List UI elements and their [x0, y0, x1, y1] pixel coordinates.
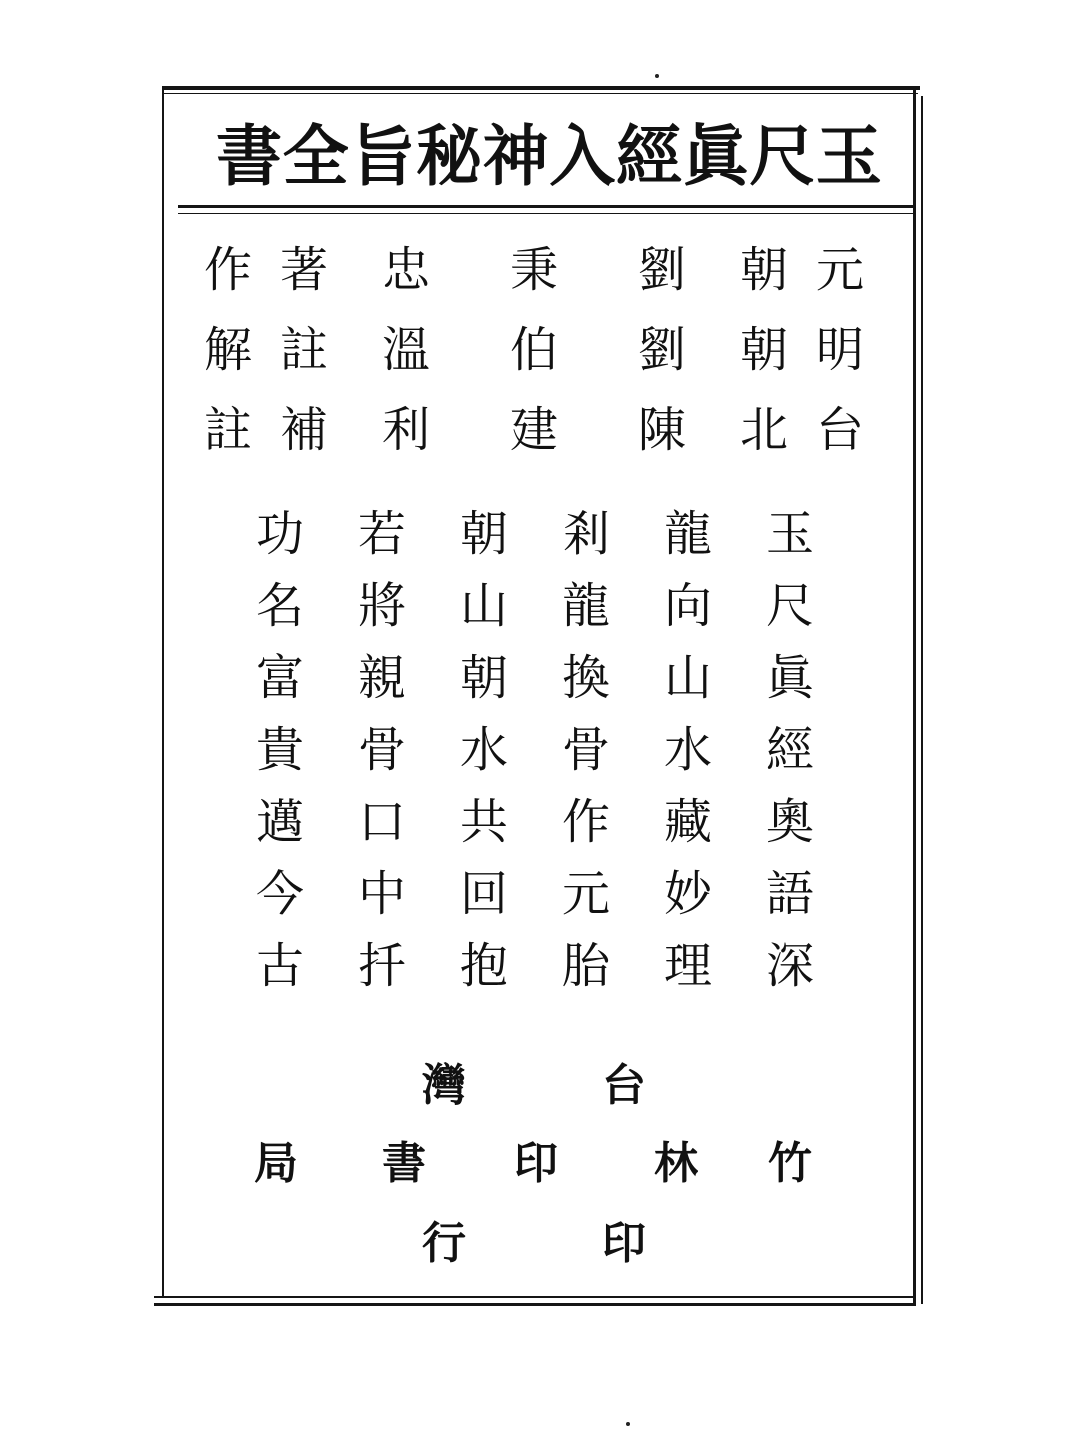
poem-char: 朝	[459, 650, 508, 706]
poem-char: 龍	[663, 506, 712, 562]
poem-char: 藏	[663, 794, 712, 850]
poem-char: 剎	[561, 506, 610, 562]
poem-char: 邁	[255, 794, 304, 850]
publisher-char: 局	[254, 1138, 298, 1189]
title-char: 全	[282, 117, 349, 195]
credit-char: 溫	[381, 322, 430, 378]
poem-char: 語	[765, 866, 814, 922]
publisher-char: 印	[602, 1218, 646, 1269]
credit-char: 解	[203, 322, 252, 378]
title-char: 神	[482, 117, 549, 195]
credit-char: 北	[739, 402, 788, 458]
credit-char: 朝	[739, 322, 788, 378]
poem-char: 口	[357, 794, 406, 850]
poem-char: 名	[255, 578, 304, 634]
credit-char: 元	[815, 242, 864, 298]
poem-char: 今	[255, 866, 304, 922]
publisher-char: 書	[382, 1138, 426, 1189]
poem-row	[250, 504, 830, 564]
credit-char: 台	[815, 402, 864, 458]
poem-char: 回	[459, 866, 508, 922]
poem-char: 妙	[663, 866, 712, 922]
frame-left-rule	[162, 86, 164, 1298]
poem-char: 水	[663, 722, 712, 778]
title-char: 玉	[815, 117, 882, 195]
publisher-char: 台	[602, 1060, 646, 1111]
title-char: 書	[216, 117, 282, 195]
poem-char: 若	[357, 506, 406, 562]
frame-right-rule	[913, 88, 916, 1303]
publisher-char: 行	[422, 1218, 466, 1269]
poem-char: 骨	[357, 722, 406, 778]
poem-char: 元	[561, 866, 610, 922]
poem-char: 胎	[561, 938, 610, 994]
poem-char: 眞	[765, 650, 814, 706]
poem-char: 富	[255, 650, 304, 706]
poem-char: 作	[561, 794, 610, 850]
title-divider-thick	[178, 205, 914, 208]
poem-char: 換	[561, 650, 610, 706]
poem-char: 朝	[459, 506, 508, 562]
poem-char: 功	[255, 506, 304, 562]
poem-char: 玉	[765, 506, 814, 562]
print-speck	[655, 74, 659, 78]
poem-row	[250, 648, 830, 708]
poem-char: 向	[663, 578, 712, 634]
frame-bottom-rule-thick	[154, 1303, 916, 1306]
poem-char: 共	[459, 794, 508, 850]
poem-char: 古	[255, 938, 304, 994]
publisher-char: 灣	[422, 1060, 466, 1111]
poem-char: 奧	[765, 794, 814, 850]
poem-char: 扦	[357, 938, 406, 994]
poem-row	[250, 936, 830, 996]
poem-char: 水	[459, 722, 508, 778]
poem-char: 理	[663, 938, 712, 994]
book-title	[216, 116, 882, 196]
credit-row-author	[200, 240, 880, 300]
publisher-line-printing	[414, 1214, 674, 1274]
publisher-char: 竹	[768, 1138, 812, 1189]
title-char: 眞	[682, 117, 749, 195]
credit-char: 伯	[509, 322, 558, 378]
credit-char: 建	[509, 402, 558, 458]
poem-char: 深	[765, 938, 814, 994]
poem-char: 中	[357, 866, 406, 922]
credit-row-annotator	[200, 320, 880, 380]
credit-char: 朝	[739, 242, 788, 298]
credit-char: 明	[815, 322, 864, 378]
poem-row	[250, 720, 830, 780]
poem-char: 尺	[765, 578, 814, 634]
poem-char: 抱	[459, 938, 508, 994]
credit-char: 秉	[509, 242, 558, 298]
title-char: 秘	[415, 117, 482, 195]
frame-right-inner-rule	[921, 96, 923, 1304]
poem-row	[250, 792, 830, 852]
poem-char: 山	[663, 650, 712, 706]
poem-row	[250, 576, 830, 636]
credit-char: 忠	[381, 242, 430, 298]
credit-char: 註	[279, 322, 328, 378]
publisher-line-region	[414, 1056, 674, 1116]
publisher-line-name	[246, 1134, 826, 1194]
publisher-char: 林	[654, 1138, 698, 1189]
credit-char: 著	[279, 242, 328, 298]
credit-char: 註	[203, 402, 252, 458]
credit-char: 利	[381, 402, 430, 458]
poem-char: 骨	[561, 722, 610, 778]
title-char: 尺	[749, 117, 816, 195]
credit-char: 陳	[637, 402, 686, 458]
poem-char: 山	[459, 578, 508, 634]
poem-row	[250, 864, 830, 924]
frame-bottom-rule-thin	[154, 1296, 916, 1298]
credit-char: 劉	[637, 242, 686, 298]
title-char: 入	[549, 117, 616, 195]
title-char: 旨	[349, 117, 416, 195]
poem-char: 經	[765, 722, 814, 778]
frame-top-rule	[162, 86, 920, 90]
poem-char: 親	[357, 650, 406, 706]
credit-char: 劉	[637, 322, 686, 378]
credit-char: 作	[203, 242, 252, 298]
credit-char: 補	[279, 402, 328, 458]
print-speck	[626, 1422, 630, 1426]
poem-char: 貴	[255, 722, 304, 778]
poem-char: 龍	[561, 578, 610, 634]
credit-row-supplement	[200, 400, 880, 460]
title-char: 經	[615, 117, 682, 195]
publisher-char: 印	[514, 1138, 558, 1189]
title-divider-thin	[178, 213, 914, 214]
poem-char: 將	[357, 578, 406, 634]
frame-top-inner-rule	[162, 93, 918, 94]
